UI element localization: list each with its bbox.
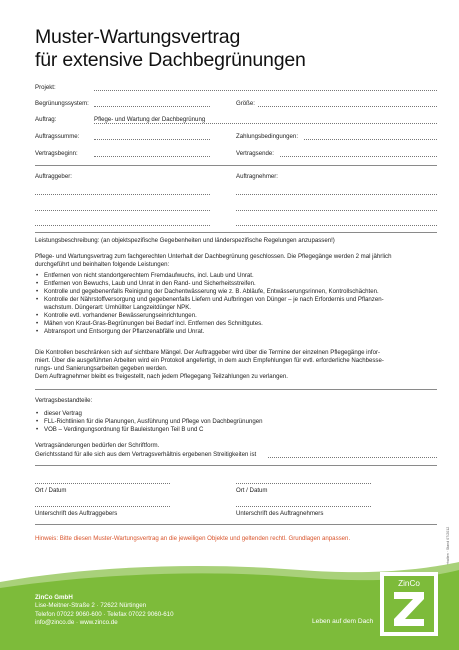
field-vertragsende[interactable] <box>280 150 437 157</box>
field-ort-datum-auftraggeber[interactable] <box>35 477 170 484</box>
field-auftrag[interactable] <box>94 117 437 124</box>
list-item: • Mähen von Kraut-Gras-Begrünungen bei Bedarf incl. Entfernen des Schnittgutes. <box>35 320 437 328</box>
company-web[interactable]: info@zinco.de · www.zinco.de <box>35 618 118 626</box>
leistung-paragraph <box>35 349 437 381</box>
logo-text: ZinCo <box>398 579 420 588</box>
field-unterschrift-auftraggeber[interactable] <box>35 500 170 507</box>
list-item: • Abtransport und Entsorgung der Pflanzenabfälle und Unrat. <box>35 328 437 336</box>
list-item: • dieser Vertrag <box>35 410 437 418</box>
label-unterschrift-auftraggeber: Unterschrift des Auftraggebers <box>35 510 118 517</box>
company-info <box>35 594 174 627</box>
field-auftraggeber-line-2[interactable] <box>35 204 210 211</box>
title-line-1: Muster-Wartungsvertrag <box>35 26 241 48</box>
label-projekt: Projekt: <box>35 84 56 91</box>
value-auftrag: Pflege- und Wartung der Dachbegrünung <box>94 116 206 123</box>
label-zahlungsbedingungen: Zahlungsbedingungen: <box>236 133 299 140</box>
bestandteile-list <box>35 410 437 434</box>
field-gerichtsstand[interactable] <box>268 451 437 458</box>
vertragsaenderungen: Vertragsänderungen bedürfen der Schriftform. <box>35 442 160 449</box>
paragraph-line: miert. Über die ausgeführten Arbeiten wird ein Protokoll angefertigt, in dem auch Empfehlungen für evtl. erforderliche Nachbesse- <box>35 357 384 364</box>
list-item-text-continued: wachstum. Düngerart: Umhüllter Langzeitdünger NPK. <box>44 304 191 311</box>
company-name: ZinCo GmbH <box>35 594 73 601</box>
field-ort-datum-auftragnehmer[interactable] <box>236 477 371 484</box>
field-auftraggeber-line-3[interactable] <box>35 219 210 226</box>
leistung-intro-line-2: durchgeführt und beinhalten folgende Leistungen: <box>35 261 170 268</box>
label-begruenungssystem: Begrünungssystem: <box>35 100 89 107</box>
company-address: Lise-Meitner-Straße 2 · 72622 Nürtingen <box>35 602 147 610</box>
list-item <box>35 296 437 312</box>
company-phone: Telefon 07022 9060-600 · Telefax 07022 9060-610 <box>35 610 174 618</box>
zinco-logo <box>380 572 438 636</box>
field-auftraggeber-line-1[interactable] <box>35 188 210 195</box>
label-auftraggeber: Auftraggeber: <box>35 173 72 180</box>
leistung-intro <box>35 253 437 269</box>
leistung-list <box>35 272 437 336</box>
bestandteile-heading: Vertragsbestandteile: <box>35 397 93 404</box>
leistung-heading: Leistungsbeschreibung: (an objektspezifische Gegebenheiten und länderspezifische Regelungen anzupassen!) <box>35 237 335 244</box>
document-title <box>35 26 306 72</box>
field-unterschrift-auftragnehmer[interactable] <box>236 500 371 507</box>
field-vertragsbeginn[interactable] <box>94 150 210 157</box>
divider <box>35 165 437 166</box>
logo-tile <box>384 576 434 632</box>
hinweis-text: Hinweis: Bitte diesen Muster-Wartungsvertrag an die jeweiligen Objekte und geltenden rechtl. Grundlagen anpassen. <box>35 535 351 542</box>
field-auftragnehmer-line-1[interactable] <box>236 188 437 195</box>
list-item-text: Kontrolle der Nährstoffversorgung und gegebenenfalls Liefern und Aufbringen von Dünger – je nach Erfordernis und Pflanzen- <box>44 296 384 303</box>
field-auftragnehmer-line-2[interactable] <box>236 204 437 211</box>
label-auftragnehmer: Auftragnehmer: <box>236 173 279 180</box>
divider <box>35 389 437 390</box>
paragraph-line: Die Kontrollen beschränken sich auf sichtbare Mängel. Der Auftraggeber wird über die Termine der einzelnen Pflegegänge infor- <box>35 349 381 356</box>
list-item: • Entfernen von Bewuchs, Laub und Unrat in den Rand- und Sicherheitsstreifen. <box>35 280 437 288</box>
label-auftrag: Auftrag: <box>35 116 57 123</box>
divider <box>35 232 437 233</box>
list-item: • VOB – Verdingungsordnung für Bauleistungen Teil B und C <box>35 426 437 434</box>
label-auftragssumme: Auftragssumme: <box>35 133 80 140</box>
paragraph-line: Dem Auftragnehmer bleibt es freigestellt, nach jedem Pflegegang Teilzahlungen zu verlangen. <box>35 373 288 380</box>
list-item: • Kontrolle evtl. vorhandener Bewässerungseinrichtungen. <box>35 312 437 320</box>
field-groesse[interactable] <box>258 100 437 107</box>
list-item: • FLL-Richtlinien für die Planungen, Ausführung und Pflege von Dachbegrünungen <box>35 418 437 426</box>
field-zahlungsbedingungen[interactable] <box>304 133 437 140</box>
title-line-2: für extensive Dachbegrünungen <box>35 49 306 71</box>
label-vertragsbeginn: Vertragsbeginn: <box>35 150 78 157</box>
z-icon <box>384 576 434 632</box>
slogan: Leben auf dem Dach <box>312 618 374 625</box>
divider <box>35 465 437 466</box>
label-vertragsende: Vertragsende: <box>236 150 274 157</box>
list-item: • Entfernen von nicht standortgerechtem Fremdaufwuchs, incl. Laub und Unrat. <box>35 272 437 280</box>
field-projekt[interactable] <box>94 84 437 91</box>
label-groesse: Größe: <box>236 100 255 107</box>
field-begruenungssystem[interactable] <box>94 100 210 107</box>
label-ort-datum: Ort / Datum <box>35 487 67 494</box>
paragraph-line: rungs- und Sanierungsarbeiten gegeben werden. <box>35 365 168 372</box>
leistung-intro-line-1: Pflege- und Wartungsvertrag zum fachgerechten Unterhalt der Dachbegrünung geschlossen. Die Pflegegänge werden 2 mal jährlich <box>35 253 392 260</box>
label-ort-datum: Ort / Datum <box>236 487 268 494</box>
divider <box>35 524 437 525</box>
label-unterschrift-auftragnehmer: Unterschrift des Auftragnehmers <box>236 510 324 517</box>
list-item: • Kontrolle und gegebenenfalls Reinigung der Dachentwässerung wie z. B. Abläufe, Entwässerungsrinnen, Kontrollschächten. <box>35 288 437 296</box>
field-auftragnehmer-line-3[interactable] <box>236 219 437 226</box>
gerichtsstand-label: Gerichtsstand für alle sich aus dem Vertragsverhältnis ergebenen Streitigkeiten ist <box>35 451 257 458</box>
field-auftragssumme[interactable] <box>94 133 210 140</box>
